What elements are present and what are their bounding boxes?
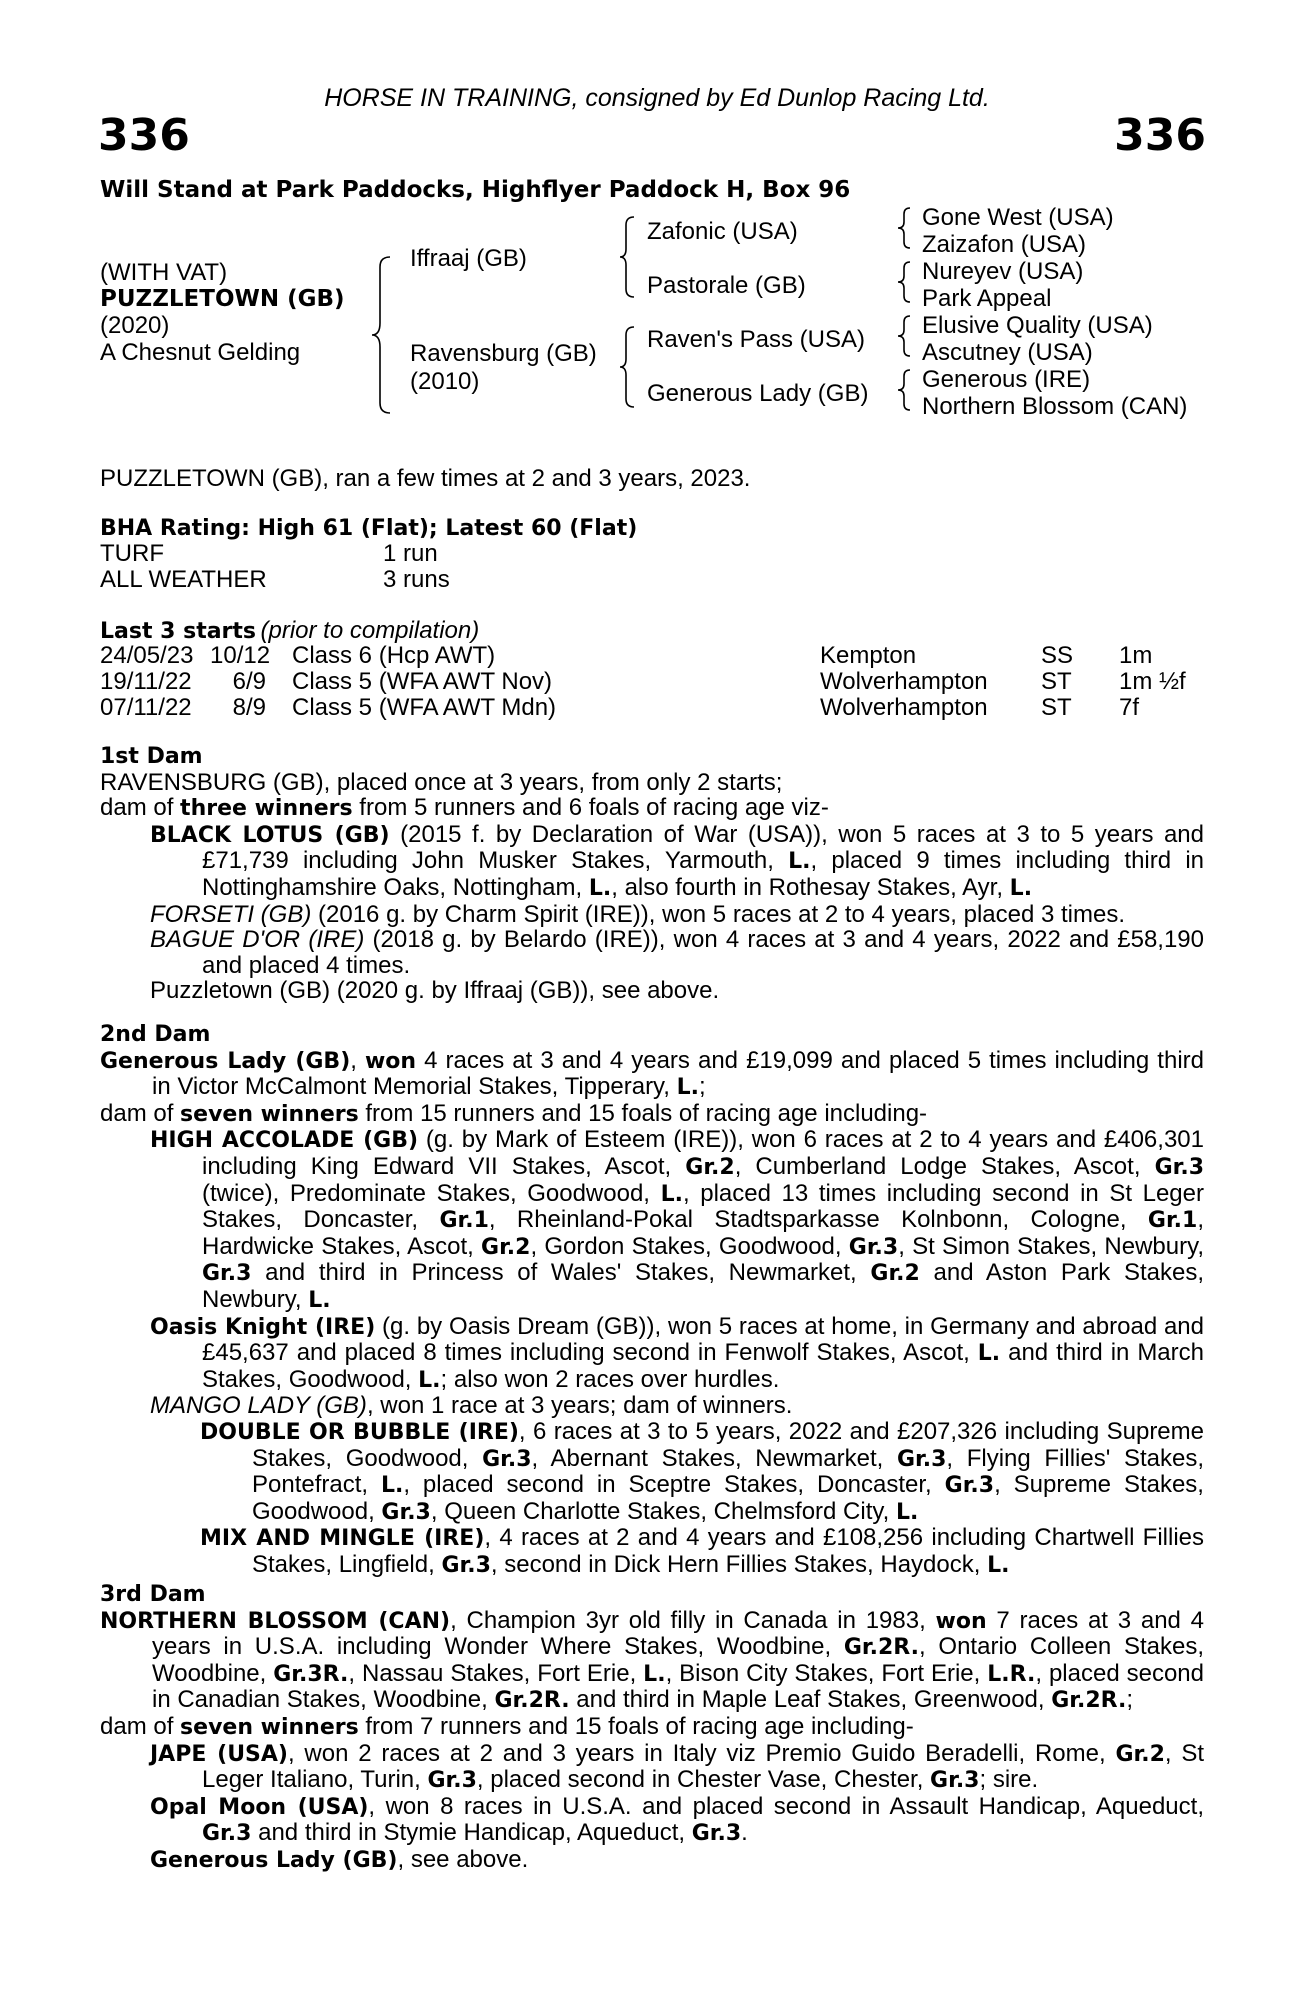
pedigree-dam-sire: Raven's Pass (USA) bbox=[647, 326, 865, 353]
start-position: 10/12 bbox=[210, 642, 271, 669]
start-date: 19/11/22 bbox=[100, 668, 192, 695]
start-race: Class 5 (WFA AWT Mdn) bbox=[292, 694, 557, 721]
rating-value-aw: 3 runs bbox=[383, 566, 450, 593]
first-dam-produce: dam of three winners from 5 runners and 6 foals of racing age viz- bbox=[100, 794, 829, 822]
pedigree-sire-sire: Zafonic (USA) bbox=[647, 218, 798, 245]
starts-title: Last 3 starts bbox=[100, 619, 257, 644]
start-race: Class 5 (WFA AWT Nov) bbox=[292, 668, 553, 695]
pedigree-sdd: Park Appeal bbox=[922, 285, 1052, 312]
bha-rating: BHA Rating: High 61 (Flat); Latest 60 (Flat) bbox=[100, 516, 638, 541]
pedigree-dsd: Ascutney (USA) bbox=[922, 339, 1093, 366]
progeny-double-or-bubble: DOUBLE OR BUBBLE (IRE), 6 races at 3 to 5 years, 2022 and £207,326 including Supreme Stakes, Goodwood, Gr.3, Abernant Stakes, Newmarket, Gr.3, Flying Fillies' Stakes, Pontefract, L., placed second in Sceptre Stakes, Doncaster, Gr.3, Supreme Stakes, Goodwood, Gr.3, Queen Charlotte Stakes, Chelmsford City, L. bbox=[200, 1417, 1204, 1525]
progeny-high-accolade: HIGH ACCOLADE (GB) (g. by Mark of Esteem (IRE)), won 6 races at 2 to 4 years and £406,301 including King Edward VII Stakes, Ascot, Gr.2, Cumberland Lodge Stakes, Ascot, Gr.3 (twice), Predominate Stakes, Goodwood, L., placed 13 times including second in St Leger Stakes, Doncaster, Gr.1, Rheinland-Pokal Stadtsparkasse Kolnbonn, Cologne, Gr.1, Hardwicke Stakes, Ascot, Gr.2, Gordon Stakes, Goodwood, Gr.3, St Simon Stakes, Newbury, Gr.3 and third in Princess of Wales' Stakes, Newmarket, Gr.2 and Aston Park Stakes, Newbury, L. bbox=[150, 1126, 1205, 1313]
pedigree-ddd: Northern Blossom (CAN) bbox=[922, 393, 1188, 420]
pedigree-sss: Gone West (USA) bbox=[922, 204, 1114, 231]
pedigree-ssd: Zaizafon (USA) bbox=[922, 231, 1087, 258]
catalogue-header: HORSE IN TRAINING, consigned by Ed Dunlop Racing Ltd. bbox=[324, 84, 990, 112]
progeny-generous-lady: Generous Lady (GB), see above. bbox=[150, 1845, 529, 1873]
start-course: Kempton bbox=[820, 642, 917, 669]
start-distance: 1m ½f bbox=[1119, 668, 1186, 695]
progeny-puzzletown: Puzzletown (GB) (2020 g. by Iffraaj (GB)), see above. bbox=[150, 977, 720, 1005]
lot-number-left: 336 bbox=[98, 110, 190, 161]
second-dam-heading: 2nd Dam bbox=[100, 1022, 211, 1047]
lot-number-right: 336 bbox=[1114, 110, 1206, 161]
horse-year: (2020) bbox=[100, 312, 170, 339]
rating-value-turf: 1 run bbox=[383, 540, 438, 567]
progeny-oasis-knight: Oasis Knight (IRE) (g. by Oasis Dream (GB)), won 5 races at home, in Germany and abroad and £45,637 and placed 8 times including second in Fenwolf Stakes, Ascot, L. and third in March Stakes, Goodwood, L.; also won 2 races over hurdles. bbox=[150, 1312, 1204, 1393]
pedigree-sire: Iffraaj (GB) bbox=[410, 245, 527, 272]
first-dam-section bbox=[100, 744, 1204, 1004]
pedigree-bracket-ss bbox=[896, 206, 916, 250]
third-dam-produce: dam of seven winners from 7 runners and 15 foals of racing age including- bbox=[100, 1712, 914, 1740]
pedigree-dam: Ravensburg (GB) bbox=[410, 340, 597, 367]
start-position: 8/9 bbox=[232, 694, 266, 721]
start-position: 6/9 bbox=[232, 668, 266, 695]
second-dam-section bbox=[100, 1022, 1204, 1578]
progeny-mix-and-mingle: MIX AND MINGLE (IRE), 4 races at 2 and 4 years and £108,256 including Chartwell Fillies Stakes, Lingfield, Gr.3, second in Dick Hern Fillies Stakes, Haydock, L. bbox=[200, 1524, 1205, 1578]
start-race: Class 6 (Hcp AWT) bbox=[292, 642, 496, 669]
horse-name: PUZZLETOWN (GB) bbox=[100, 286, 345, 312]
progeny-opal-moon: Opal Moon (USA), won 8 races in U.S.A. and placed second in Assault Handicap, Aqueduct, Gr.3 and third in Stymie Handicap, Aqueduct, Gr.3. bbox=[150, 1792, 1204, 1847]
start-going: ST bbox=[1041, 668, 1072, 695]
start-going: ST bbox=[1041, 694, 1072, 721]
pedigree-bracket-main bbox=[370, 255, 396, 415]
starts-note: (prior to compilation) bbox=[260, 617, 480, 644]
rating-label-aw: ALL WEATHER bbox=[100, 566, 267, 593]
third-dam-section bbox=[100, 1582, 1204, 1874]
progeny-jape: JAPE (USA), won 2 races at 2 and 3 years in Italy viz Premio Guido Beradelli, Rome, Gr.2, St Leger Italiano, Turin, Gr.3, placed second in Chester Vase, Chester, Gr.3; sire. bbox=[150, 1739, 1204, 1794]
pedigree-bracket-dd bbox=[896, 368, 916, 412]
racing-summary: PUZZLETOWN (GB), ran a few times at 2 and 3 years, 2023. bbox=[100, 465, 751, 492]
first-dam-heading: 1st Dam bbox=[100, 744, 203, 769]
pedigree-bracket-ds bbox=[896, 314, 916, 358]
pedigree-bracket-sire bbox=[618, 215, 640, 299]
start-course: Wolverhampton bbox=[820, 668, 988, 695]
pedigree-dam-dam: Generous Lady (GB) bbox=[647, 380, 869, 407]
start-date: 07/11/22 bbox=[100, 694, 192, 721]
pedigree-dds: Generous (IRE) bbox=[922, 366, 1091, 393]
progeny-bague-dor: BAGUE D'OR (IRE) (2018 g. by Belardo (IRE)), won 4 races at 3 and 4 years, 2022 and £58,190 and placed 4 times. bbox=[150, 926, 1204, 979]
start-distance: 7f bbox=[1119, 694, 1140, 721]
stabling-info: Will Stand at Park Paddocks, Highflyer Paddock H, Box 96 bbox=[100, 177, 851, 203]
first-dam-line: RAVENSBURG (GB), placed once at 3 years, from only 2 starts; bbox=[100, 768, 783, 796]
horse-description: A Chesnut Gelding bbox=[100, 339, 301, 366]
start-course: Wolverhampton bbox=[820, 694, 988, 721]
start-going: SS bbox=[1041, 642, 1074, 669]
rating-label-turf: TURF bbox=[100, 540, 164, 567]
start-date: 24/05/23 bbox=[100, 642, 194, 669]
pedigree-sds: Nureyev (USA) bbox=[922, 258, 1084, 285]
pedigree-dam-year: (2010) bbox=[410, 368, 480, 395]
second-dam-produce: dam of seven winners from 15 runners and 15 foals of racing age including- bbox=[100, 1099, 928, 1127]
progeny-mango-lady: MANGO LADY (GB), won 1 race at 3 years; dam of winners. bbox=[150, 1392, 793, 1420]
pedigree-bracket-sd bbox=[896, 260, 916, 304]
start-distance: 1m bbox=[1119, 642, 1153, 669]
third-dam-line: NORTHERN BLOSSOM (CAN), Champion 3yr old filly in Canada in 1983, won 7 races at 3 and 4 years in U.S.A. including Wonder Where Stakes, Woodbine, Gr.2R., Ontario Colleen Stakes, Woodbine, Gr.3R., Nassau Stakes, Fort Erie, L., Bison City Stakes, Fort Erie, L.R., placed second in Canadian Stakes, Woodbine, Gr.2R. and third in Maple Leaf Stakes, Greenwood, Gr.2R.; bbox=[100, 1606, 1205, 1714]
pedigree-sire-dam: Pastorale (GB) bbox=[647, 272, 806, 299]
pedigree-dss: Elusive Quality (USA) bbox=[922, 312, 1153, 339]
starts-heading bbox=[100, 618, 479, 644]
pedigree-bracket-dam bbox=[618, 325, 640, 409]
third-dam-heading: 3rd Dam bbox=[100, 1582, 206, 1607]
progeny-black-lotus: BLACK LOTUS (GB) (2015 f. by Declaration of War (USA)), won 5 races at 3 to 5 years and £71,739 including John Musker Stakes, Yarmouth, L., placed 9 times including third in Nottinghamshire Oaks, Nottingham, L., also fourth in Rothesay Stakes, Ayr, L. bbox=[150, 820, 1204, 901]
vat-note: (WITH VAT) bbox=[100, 259, 228, 286]
progeny-forseti: FORSETI (GB) (2016 g. by Charm Spirit (IRE)), won 5 races at 2 to 4 years, placed 3 times. bbox=[150, 900, 1126, 928]
second-dam-line: Generous Lady (GB), won 4 races at 3 and 4 years and £19,099 and placed 5 times including third in Victor McCalmont Memorial Stakes, Tipperary, L.; bbox=[100, 1046, 1204, 1101]
